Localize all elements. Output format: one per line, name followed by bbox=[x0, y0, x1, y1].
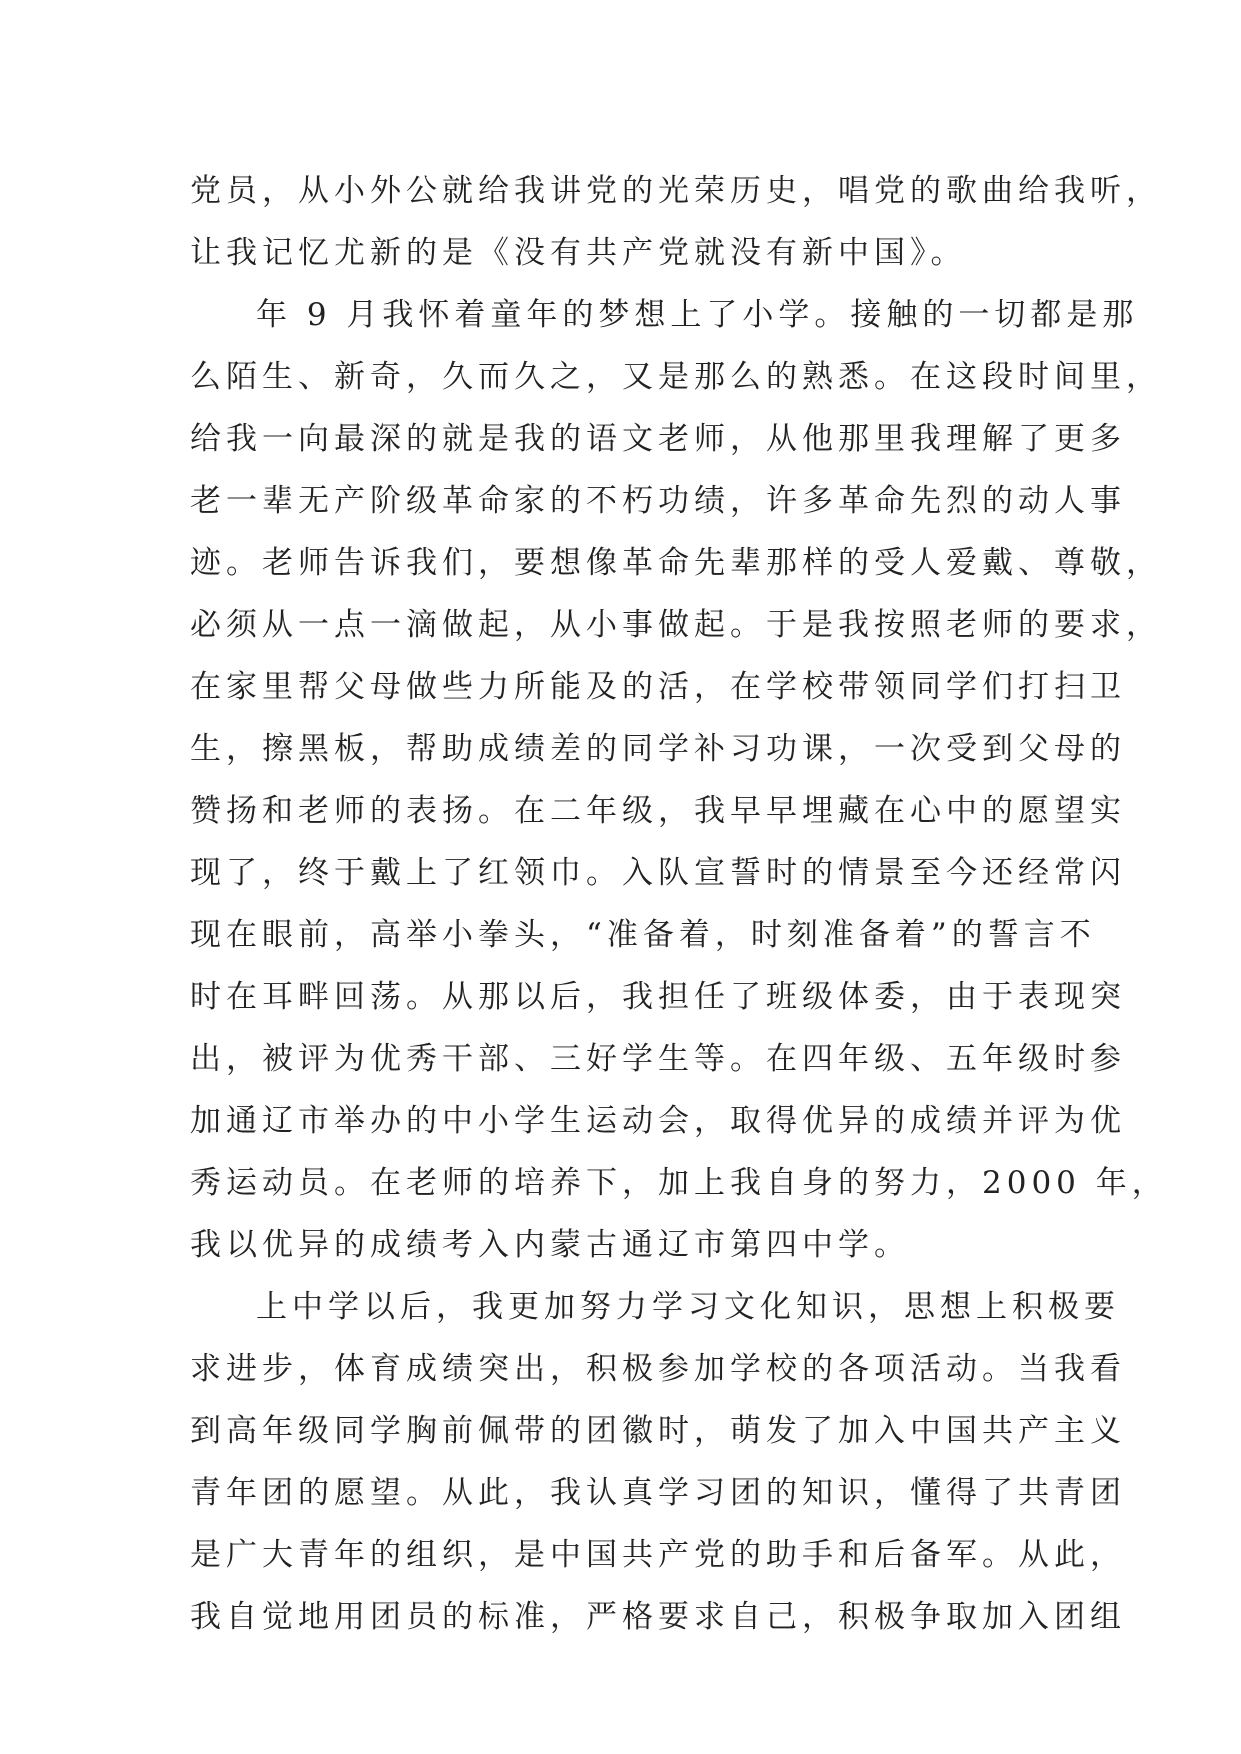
text-line-23: 是广大青年的组织，是中国共产党的助手和后备军。从此， bbox=[190, 1537, 1126, 1573]
text-line-15: 出，被评为优秀干部、三好学生等。在四年级、五年级时参 bbox=[190, 1041, 1126, 1077]
text-line-7: 迹。老师告诉我们，要想像革命先辈那样的受人爱戴、尊敬， bbox=[190, 545, 1162, 581]
paragraph-start-line-19: 上中学以后，我更加努力学习文化知识，思想上积极要 bbox=[256, 1289, 1120, 1325]
text-line-11: 赞扬和老师的表扬。在二年级，我早早埋藏在心中的愿望实 bbox=[190, 793, 1126, 829]
text-line-16: 加通辽市举办的中小学生运动会，取得优异的成绩并评为优 bbox=[190, 1103, 1126, 1139]
text-line-13: 现在眼前，高举小拳头，“准备着，时刻准备着”的誓言不 bbox=[190, 917, 1096, 953]
text-line-4: 么陌生、新奇，久而久之，又是那么的熟悉。在这段时间里， bbox=[190, 359, 1162, 395]
document-body bbox=[190, 160, 1168, 1648]
text-line-14: 时在耳畔回荡。从那以后，我担任了班级体委，由于表现突 bbox=[190, 979, 1126, 1015]
text-line-2: 让我记忆尤新的是《没有共产党就没有新中国》。 bbox=[190, 235, 967, 271]
text-line-24: 我自觉地用团员的标准，严格要求自己，积极争取加入团组 bbox=[190, 1599, 1126, 1635]
text-line-18: 我以优异的成绩考入内蒙古通辽市第四中学。 bbox=[190, 1227, 910, 1263]
text-line-9: 在家里帮父母做些力所能及的活，在学校带领同学们打扫卫 bbox=[190, 669, 1126, 705]
text-line-8: 必须从一点一滴做起，从小事做起。于是我按照老师的要求， bbox=[190, 607, 1162, 643]
text-line-1: 党员，从小外公就给我讲党的光荣历史，唱党的歌曲给我听， bbox=[190, 173, 1162, 209]
paragraph-start-line-3: 年 9 月我怀着童年的梦想上了小学。接触的一切都是那 bbox=[256, 297, 1139, 333]
text-line-22: 青年团的愿望。从此，我认真学习团的知识，懂得了共青团 bbox=[190, 1475, 1126, 1511]
text-line-5: 给我一向最深的就是我的语文老师，从他那里我理解了更多 bbox=[190, 421, 1126, 457]
text-line-20: 求进步，体育成绩突出，积极参加学校的各项活动。当我看 bbox=[190, 1351, 1126, 1387]
text-line-17: 秀运动员。在老师的培养下，加上我自身的努力，2000 年， bbox=[190, 1165, 1168, 1201]
text-line-21: 到高年级同学胸前佩带的团徽时，萌发了加入中国共产主义 bbox=[190, 1413, 1126, 1449]
text-line-12: 现了，终于戴上了红领巾。入队宣誓时的情景至今还经常闪 bbox=[190, 855, 1126, 891]
text-line-6: 老一辈无产阶级革命家的不朽功绩，许多革命先烈的动人事 bbox=[190, 483, 1126, 519]
text-line-10: 生，擦黑板，帮助成绩差的同学补习功课，一次受到父母的 bbox=[190, 731, 1126, 767]
